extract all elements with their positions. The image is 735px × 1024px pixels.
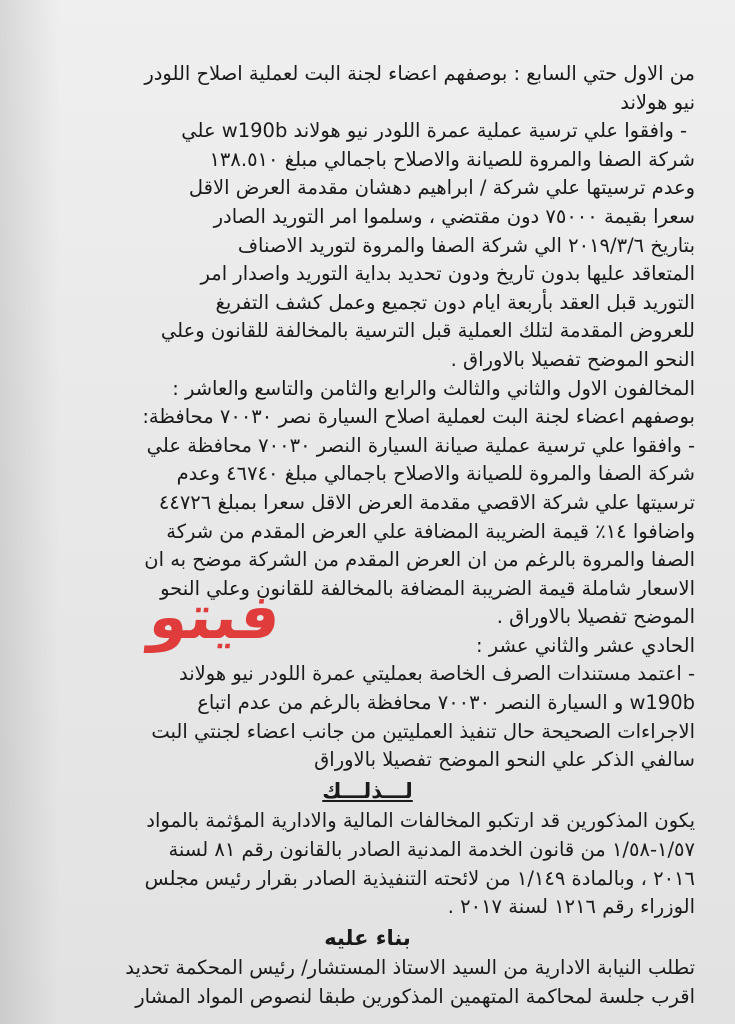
text-line: بوصفهم اعضاء لجنة البت لعملية اصلاح السيارة نصر ٧٠٠٣٠ محافظة: bbox=[142, 405, 695, 429]
text-line: يكون المذكورين قد ارتكبو المخالفات المالية والادارية المؤثمة بالمواد bbox=[146, 809, 695, 833]
text-line: من الاول حتي السابع : بوصفهم اعضاء لجنة البت لعملية اصلاح اللودر bbox=[144, 62, 695, 85]
document-body bbox=[40, 60, 695, 1012]
text-line: سالفي الذكر علي النحو الموضح تفصيلا بالاوراق bbox=[314, 748, 695, 772]
text-line: الاجراءات الصحيحة حال تنفيذ العمليتين من جانب اعضاء لجنتي البت bbox=[151, 719, 695, 743]
text-line: النحو الموضح تفصيلا بالاوراق . bbox=[450, 347, 695, 371]
text-line: وعدم ترسيتها علي شركة / ابراهيم دهشان مقدمة العرض الاقل bbox=[188, 176, 695, 200]
section-heading: لـــذلـــك bbox=[322, 778, 413, 803]
text-line: w190b و السيارة النصر ٧٠٠٣٠ محافظة بالرغم من عدم اتباع bbox=[197, 691, 695, 715]
text-line: ترسيتها علي شركة الاقصي مقدمة العرض الاقل سعرا بمبلغ ٤٤٧٢٦ bbox=[158, 490, 695, 514]
text-line: - اعتمد مستندات الصرف الخاصة بعمليتي عمرة اللودر نيو هولاند bbox=[178, 662, 695, 686]
text-line: الحادي عشر والثاني عشر : bbox=[475, 633, 695, 657]
text-line: نيو هولاند bbox=[620, 90, 695, 114]
text-line: شركة الصفا والمروة للصيانة والاصلاح باجمالي مبلغ ١٣٨.٥١٠ bbox=[209, 147, 695, 171]
text-line: التوريد قبل العقد بأربعة ايام دون تجميع وعمل كشف التفريغ bbox=[215, 290, 695, 314]
text-line: الاسعار شاملة قيمة الضريبة المضافة بالمخالفة للقانون وعلي النحو bbox=[160, 576, 695, 600]
text-line: سعرا بقيمة ٧٥٠٠٠ دون مقتضي ، وسلموا امر التوريد الصادر bbox=[213, 204, 695, 228]
text-line: اقرب جلسة لمحاكمة المتهمين المذكورين طبقا لنصوص المواد المشار bbox=[135, 985, 695, 1008]
text-line: - وافقوا علي ترسية عملية عمرة اللودر نيو هولاند w190b علي bbox=[181, 119, 687, 143]
text-line: تطلب النيابة الادارية من السيد الاستاذ المستشار/ رئيس المحكمة تحديد bbox=[125, 956, 695, 980]
text-line: الوزراء رقم ١٢١٦ لسنة ٢٠١٧ . bbox=[447, 895, 695, 919]
text-line: الصفا والمروة بالرغم من ان العرض المقدم من الشركة موضح به ان bbox=[144, 548, 695, 572]
text-line: ١/٥٧-١/٥٨ من قانون الخدمة المدنية الصادر بالقانون رقم ٨١ لسنة bbox=[168, 838, 695, 862]
text-line: - وافقوا علي ترسية عملية صيانة السيارة النصر ٧٠٠٣٠ محافظة علي bbox=[146, 433, 695, 457]
text-line: ٢٠١٦ ، وبالمادة ١/١٤٩ من لائحته التنفيذية الصادر بقرار رئيس مجلس bbox=[144, 866, 695, 890]
text-line: للعروض المقدمة لتلك العملية قبل الترسية بالمخالفة للقانون وعلي bbox=[160, 319, 695, 343]
text-line: شركة الصفا والمروة للصيانة والاصلاح باجمالي مبلغ ٤٦٧٤٠ وعدم bbox=[176, 462, 695, 486]
text-line: الموضح تفصيلا بالاوراق . bbox=[496, 605, 695, 629]
text-line: واضافوا ١٤٪ قيمة الضريبة المضافة علي العرض المقدم من شركة bbox=[166, 519, 695, 543]
text-line: بتاريخ ٢٠١٩/٣/٦ الي شركة الصفا والمروة لتوريد الاصناف bbox=[237, 233, 695, 257]
text-line: المخالفون الاول والثاني والثالث والرابع والثامن والتاسع والعاشر : bbox=[172, 376, 695, 400]
section-heading: بناء عليه bbox=[324, 925, 411, 950]
text-line: المتعاقد عليها بدون تاريخ ودون تحديد بداية التوريد واصدار امر bbox=[200, 262, 695, 286]
watermark-logo: فيتو bbox=[146, 580, 284, 653]
